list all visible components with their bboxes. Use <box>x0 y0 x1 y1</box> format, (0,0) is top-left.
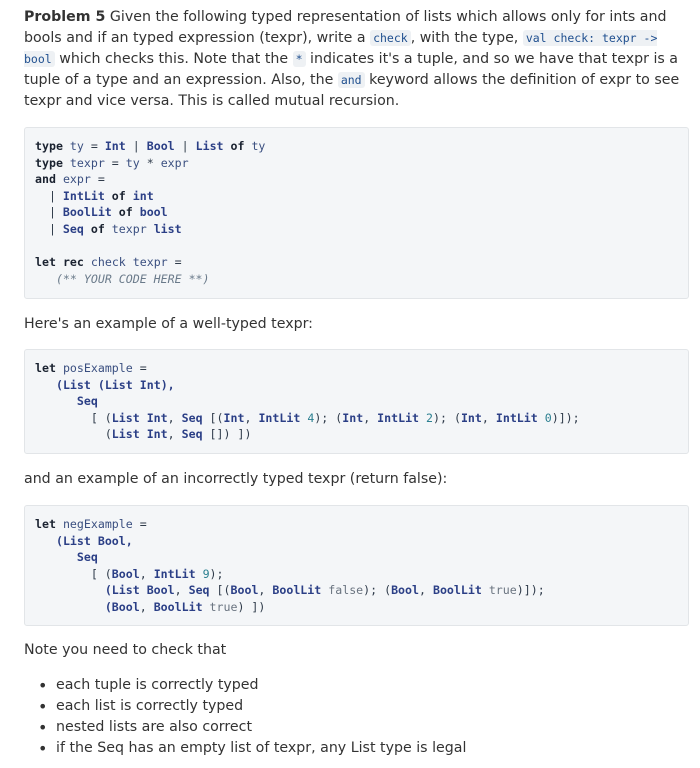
inline-code-check: check <box>370 30 411 46</box>
inline-code-star: * <box>293 51 306 67</box>
list-item: • if the Seq has an empty list of texpr, any List type is legal <box>56 738 466 759</box>
note-intro: Note you need to check that <box>24 642 227 658</box>
intro-text: indicates it's a tuple, and so we have that texpr is a tuple of a type and an expression. Also, the <box>24 51 678 88</box>
positive-example-code-block: let posExample = (List (List Int), Seq [ (List Int, Seq [(Int, IntLit 4); (Int, IntLit 2); (Int, IntLit 0)]); (List Int, Seq []) ]) <box>24 349 689 454</box>
type-definition-code-block: type ty = Int | Bool | List of ty type texpr = ty * expr and expr = | IntLit of int | BoolLit of bool | Seq of texpr list let rec check texpr = (** YOUR CODE HERE **) <box>24 127 689 299</box>
negative-example-intro: and an example of an incorrectly typed texpr (return false): <box>24 471 448 487</box>
list-item: • nested lists are also correct <box>56 717 466 738</box>
inline-code-signature: val check: texpr -> bool <box>24 31 658 66</box>
list-item: • each tuple is correctly typed <box>56 675 466 696</box>
problem-description <box>24 7 684 112</box>
requirements-list <box>24 675 466 759</box>
intro-text: , with the type, <box>410 30 523 46</box>
negative-example-code-block: let negExample = (List Bool, Seq [ (Bool, IntLit 9); (List Bool, Seq [(Bool, BoolLit false); (Bool, BoolLit true)]); (Bool, BoolLit true) ]) <box>24 505 689 626</box>
list-item: • each list is correctly typed <box>56 696 466 717</box>
intro-text: Given the following typed representation of lists which allows only for ints and bools and if an typed expression (texpr), write a <box>24 9 667 46</box>
inline-code-and: and <box>338 72 365 88</box>
positive-example-intro: Here's an example of a well-typed texpr: <box>24 316 313 332</box>
intro-text: which checks this. Note that the <box>54 51 293 67</box>
intro-text: keyword allows the definition of expr to see texpr and vice versa. This is called mutual recursion. <box>24 72 680 109</box>
problem-label: Problem 5 <box>24 9 106 25</box>
